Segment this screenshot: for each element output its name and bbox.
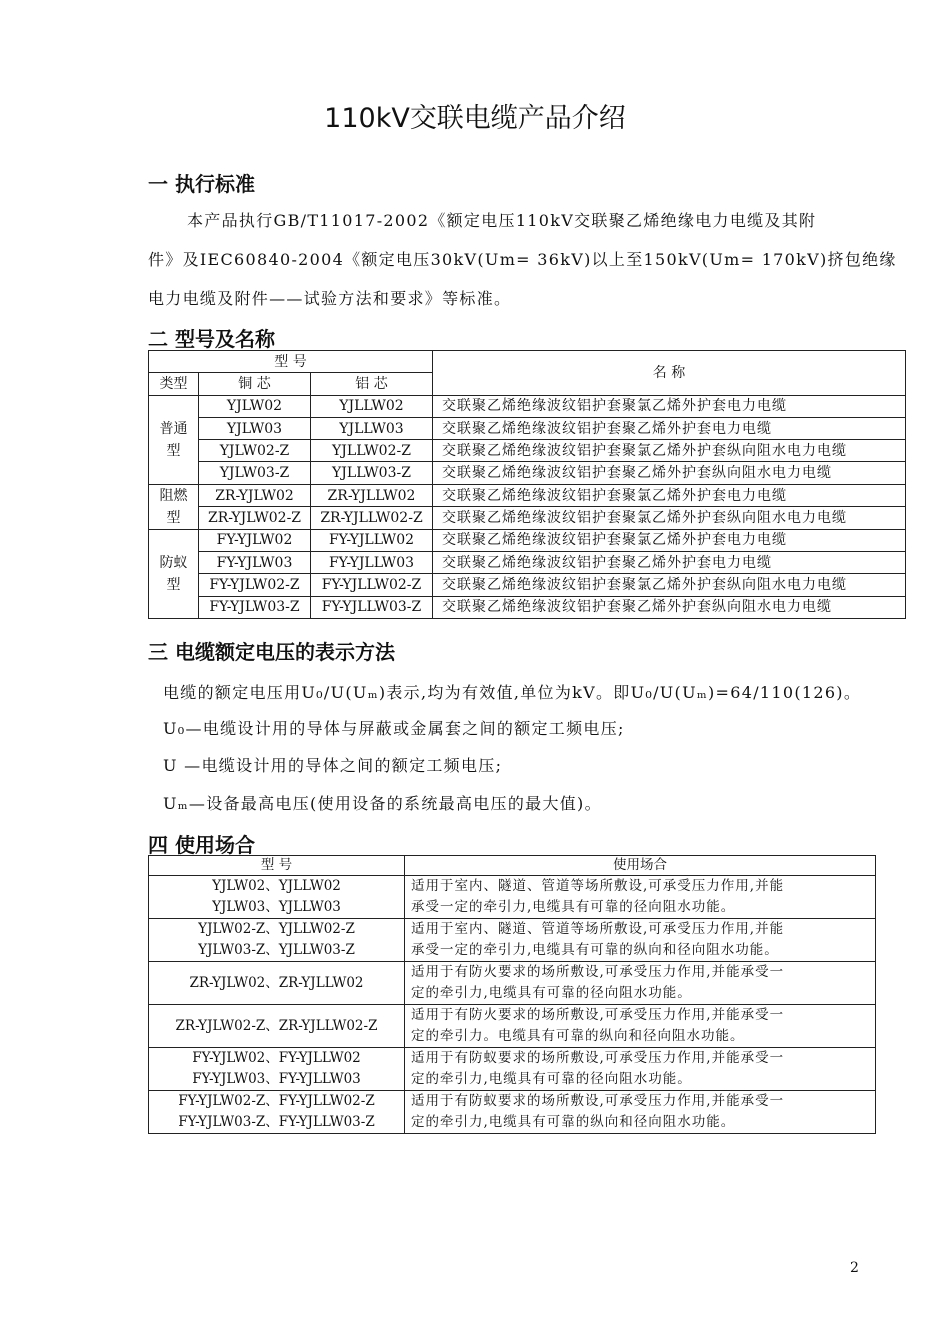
type-label: 阻燃型 [159, 487, 188, 526]
usage-line: 适用于有防火要求的场所敷设,可承受压力作用,并能承受一 [411, 964, 785, 980]
type-label: 防蚁型 [159, 554, 188, 593]
copper-core-model: YJLW02-Z [199, 440, 311, 462]
type-cell [149, 395, 199, 484]
header-type: 类型 [149, 373, 199, 395]
header-aluminum-core: 铝 芯 [311, 373, 433, 395]
section-3-line-3: U —电缆设计用的导体之间的额定工频电压; [163, 756, 503, 775]
usage-table [148, 855, 876, 1134]
aluminum-core-model: ZR-YJLLW02 [311, 484, 433, 507]
product-name: 交联聚乙烯绝缘波纹铝护套聚乙烯外护套纵向阻水电力电缆 [433, 462, 906, 484]
section-3-line-4: Uₘ—设备最高电压(使用设备的系统最高电压的最大值)。 [163, 794, 602, 813]
aluminum-core-model: FY-YJLLW03-Z [311, 596, 433, 618]
usage-cell [405, 1048, 876, 1091]
usage-cell [405, 962, 876, 1005]
section-3-heading: 三 电缆额定电压的表示方法 [148, 640, 395, 664]
table-row [149, 919, 876, 962]
table-row [149, 440, 906, 462]
page-number: 2 [850, 1260, 859, 1276]
header-model: 型 号 [149, 351, 433, 373]
type-label: 普通型 [159, 420, 188, 459]
model-cell [149, 1048, 405, 1091]
section-1-line-2: 件》及IEC60840-2004《额定电压30kV(Um= 36kV)以上至150kV(Um= 170kV)挤包绝缘 [148, 250, 897, 269]
usage-line: 适用于有防蚁要求的场所敷设,可承受压力作用,并能承受一 [411, 1093, 785, 1109]
header-model: 型 号 [149, 856, 405, 876]
usage-line: 定的牵引力,电缆具有可靠的径向阻水功能。 [411, 1071, 692, 1087]
model-line: YJLW03-Z、YJLLW03-Z [198, 942, 355, 958]
aluminum-core-model: FY-YJLLW02-Z [311, 574, 433, 596]
type-cell [149, 529, 199, 618]
header-name: 名 称 [433, 351, 906, 396]
usage-line: 适用于室内、隧道、管道等场所敷设,可承受压力作用,并能 [411, 878, 785, 894]
model-line: FY-YJLW03、FY-YJLLW03 [192, 1071, 361, 1087]
page-title: 110kV交联电缆产品介绍 [324, 103, 626, 134]
copper-core-model: FY-YJLW02-Z [199, 574, 311, 596]
model-name-table [148, 350, 906, 619]
usage-line: 适用于有防火要求的场所敷设,可承受压力作用,并能承受一 [411, 1007, 785, 1023]
model-line: ZR-YJLW02、ZR-YJLLW02 [189, 974, 364, 991]
model-line: ZR-YJLW02-Z、ZR-YJLLW02-Z [175, 1017, 378, 1034]
section-1-line-1: 本产品执行GB/T11017-2002《额定电压110kV交联聚乙烯绝缘电力电缆及其附 [187, 211, 817, 230]
model-line: FY-YJLW02-Z、FY-YJLLW02-Z [178, 1093, 375, 1109]
table-row [149, 1048, 876, 1091]
table-row [149, 596, 906, 618]
aluminum-core-model: YJLLW03-Z [311, 462, 433, 484]
usage-cell [405, 1091, 876, 1134]
copper-core-model: ZR-YJLW02 [199, 484, 311, 507]
product-name: 交联聚乙烯绝缘波纹铝护套聚氯乙烯外护套电力电缆 [433, 529, 906, 551]
usage-line: 定的牵引力。电缆具有可靠的纵向和径向阻水功能。 [411, 1028, 745, 1044]
aluminum-core-model: FY-YJLLW02 [311, 529, 433, 551]
product-name: 交联聚乙烯绝缘波纹铝护套聚乙烯外护套电力电缆 [433, 417, 906, 439]
usage-line: 定的牵引力,电缆具有可靠的径向阻水功能。 [411, 985, 692, 1001]
type-cell [149, 484, 199, 529]
model-line: YJLW02-Z、YJLLW02-Z [198, 921, 355, 937]
usage-cell [405, 876, 876, 919]
model-line: YJLW03、YJLLW03 [212, 899, 341, 915]
table-row [149, 876, 876, 919]
table-row [149, 1091, 876, 1134]
product-name: 交联聚乙烯绝缘波纹铝护套聚氯乙烯外护套纵向阻水电力电缆 [433, 574, 906, 596]
table-row [149, 462, 906, 484]
product-name: 交联聚乙烯绝缘波纹铝护套聚乙烯外护套电力电缆 [433, 552, 906, 574]
section-1-heading: 一 执行标准 [148, 172, 255, 196]
aluminum-core-model: ZR-YJLLW02-Z [311, 507, 433, 530]
table-row [149, 417, 906, 439]
model-cell [149, 1091, 405, 1134]
copper-core-model: YJLW03-Z [199, 462, 311, 484]
table-row [149, 529, 906, 551]
usage-line: 定的牵引力,电缆具有可靠的纵向和径向阻水功能。 [411, 1114, 736, 1130]
copper-core-model: FY-YJLW02 [199, 529, 311, 551]
copper-core-model: FY-YJLW03 [199, 552, 311, 574]
model-line: YJLW02、YJLLW02 [212, 878, 341, 894]
section-4-heading: 四 使用场合 [148, 833, 255, 857]
section-3-line-2: U₀—电缆设计用的导体与屏蔽或金属套之间的额定工频电压; [163, 719, 625, 738]
usage-line: 承受一定的牵引力,电缆具有可靠的径向阻水功能。 [411, 899, 736, 915]
table-row [149, 484, 906, 507]
copper-core-model: FY-YJLW03-Z [199, 596, 311, 618]
model-cell [149, 962, 405, 1005]
product-name: 交联聚乙烯绝缘波纹铝护套聚氯乙烯外护套电力电缆 [433, 395, 906, 417]
header-copper-core: 铜 芯 [199, 373, 311, 395]
copper-core-model: YJLW03 [199, 417, 311, 439]
aluminum-core-model: FY-YJLLW03 [311, 552, 433, 574]
model-line: FY-YJLW02、FY-YJLLW02 [192, 1050, 361, 1066]
model-cell [149, 1005, 405, 1048]
header-usage: 使用场合 [405, 856, 876, 876]
usage-cell [405, 919, 876, 962]
section-1-line-3: 电力电缆及附件——试验方法和要求》等标准。 [148, 289, 512, 308]
table-row [149, 1005, 876, 1048]
usage-line: 承受一定的牵引力,电缆具有可靠的纵向和径向阻水功能。 [411, 942, 779, 958]
usage-cell [405, 1005, 876, 1048]
section-3-line-1: 电缆的额定电压用U₀/U(Uₘ)表示,均为有效值,单位为kV。即U₀/U(Uₘ)=64/110(126)。 [163, 683, 862, 702]
aluminum-core-model: YJLLW02 [311, 395, 433, 417]
usage-line: 适用于室内、隧道、管道等场所敷设,可承受压力作用,并能 [411, 921, 785, 937]
table-row [149, 507, 906, 530]
product-name: 交联聚乙烯绝缘波纹铝护套聚氯乙烯外护套电力电缆 [433, 484, 906, 507]
product-name: 交联聚乙烯绝缘波纹铝护套聚氯乙烯外护套纵向阻水电力电缆 [433, 507, 906, 530]
model-line: FY-YJLW03-Z、FY-YJLLW03-Z [178, 1114, 375, 1130]
table-row [149, 395, 906, 417]
table-row [149, 962, 876, 1005]
section-2-heading: 二 型号及名称 [148, 327, 275, 351]
table-row [149, 574, 906, 596]
product-name: 交联聚乙烯绝缘波纹铝护套聚乙烯外护套纵向阻水电力电缆 [433, 596, 906, 618]
table-row [149, 552, 906, 574]
usage-line: 适用于有防蚁要求的场所敷设,可承受压力作用,并能承受一 [411, 1050, 785, 1066]
product-name: 交联聚乙烯绝缘波纹铝护套聚氯乙烯外护套纵向阻水电力电缆 [433, 440, 906, 462]
model-cell [149, 919, 405, 962]
aluminum-core-model: YJLLW02-Z [311, 440, 433, 462]
model-cell [149, 876, 405, 919]
copper-core-model: YJLW02 [199, 395, 311, 417]
aluminum-core-model: YJLLW03 [311, 417, 433, 439]
copper-core-model: ZR-YJLW02-Z [199, 507, 311, 530]
